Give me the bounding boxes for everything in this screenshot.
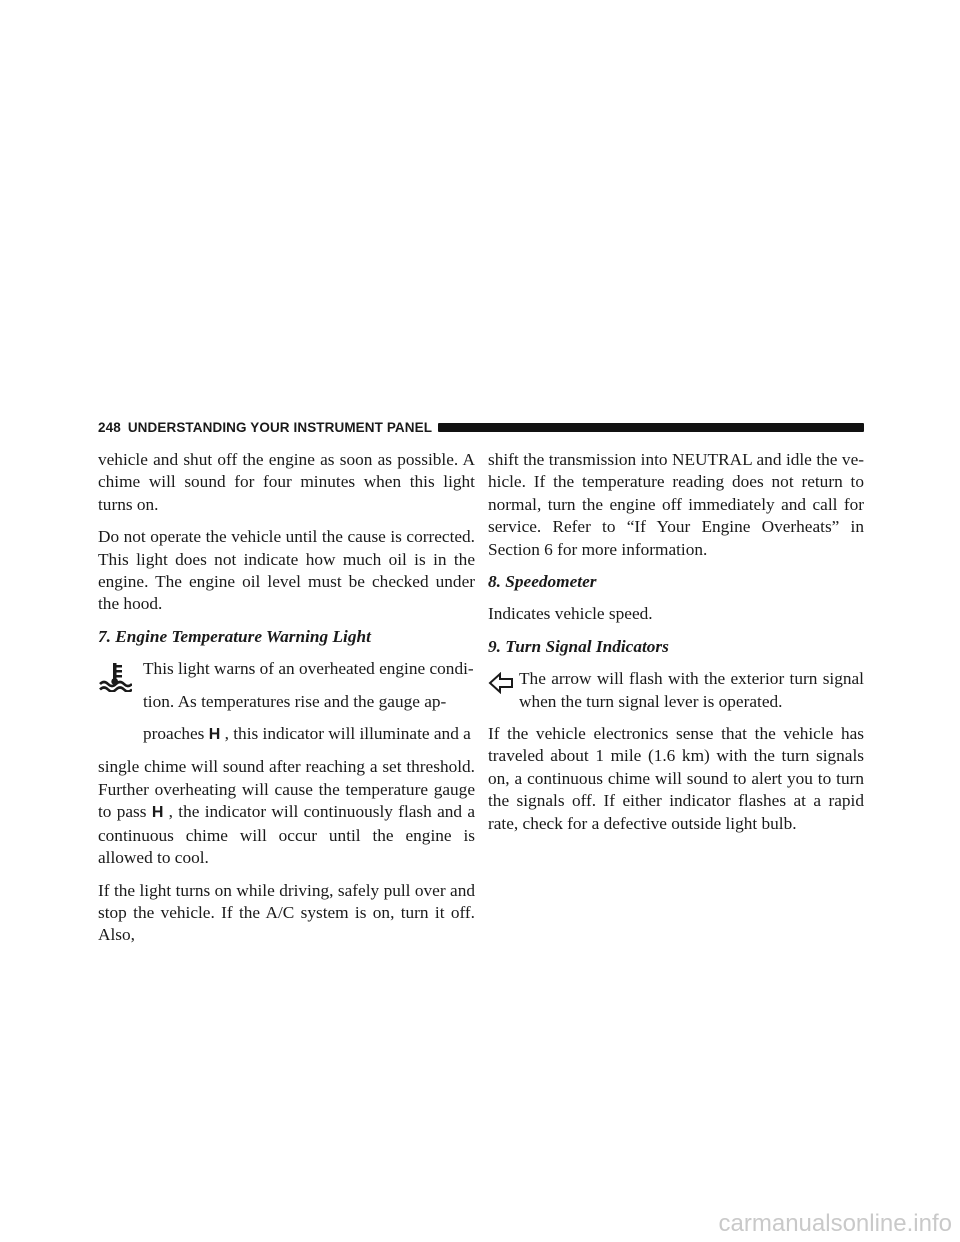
section-title: UNDERSTANDING YOUR INSTRUMENT PANEL [127,419,433,435]
paragraph: Do not operate the vehicle until the cause is corrected. This light does not indicate how much oil is in the engine. The engine oil level must be checked under the hood. [98,527,475,614]
text-run: , this indicator will illuminate and a [220,724,471,744]
indented-line: tion. As temperatures rise and the gauge ap- [143,691,447,711]
text-run: proaches [143,724,209,744]
turn-signal-block [488,668,864,713]
section-heading: 9. Turn Signal Indicators [488,636,669,656]
left-column [98,449,475,957]
text-run: single chime will sound after reaching a set threshold. Further overheating will cause the temperature gauge to pass [98,757,475,822]
gauge-h-mark: H [208,726,221,744]
paragraph: shift the transmission into NEUTRAL and idle the ve- hicle. If the temperature reading does not return to normal, turn the engine off immediately and call for service. Refer to “If Your Engine Overheats” in Section 6 for more information. [488,450,864,559]
section-heading: 8. Speedometer [488,572,597,592]
indented-paragraph: The arrow will flash with the exterior turn signal when the turn signal lever is operated. [519,669,864,711]
indented-line: This light warns of an overheated engine condi- [143,659,474,679]
page-number: 248 [98,419,121,435]
paragraph: vehicle and shut off the engine as soon as possible. A chime will sound for four minutes when this light turns on. [98,450,475,514]
paragraph [98,756,475,869]
gauge-h-mark: H [151,804,164,822]
paragraph: Indicates vehicle speed. [488,604,653,624]
turn-signal-arrow-icon [488,672,514,694]
right-column [488,449,864,845]
engine-temp-block [98,658,475,746]
paragraph: If the vehicle electronics sense that the vehicle has traveled about 1 mile (1.6 km) with the turn signals on, a continuous chime will sound to alert you to turn the signals off. If either indicator flashes at a rapid rate, check for a defective outside light bulb. [488,724,864,833]
indented-line [98,723,475,746]
engine-temperature-icon [98,662,132,692]
watermark: carmanualsonline.info [718,1210,952,1237]
paragraph: If the light turns on while driving, safely pull over and stop the vehicle. If the A/C system is on, turn it off. Also, [98,880,475,945]
text-run: , the indicator will continuously flash and a continuous chime will occur until the engine is allowed to cool. [98,802,475,868]
header-rule [438,423,864,432]
page-header [98,417,864,437]
section-heading: 7. Engine Temperature Warning Light [98,626,371,646]
